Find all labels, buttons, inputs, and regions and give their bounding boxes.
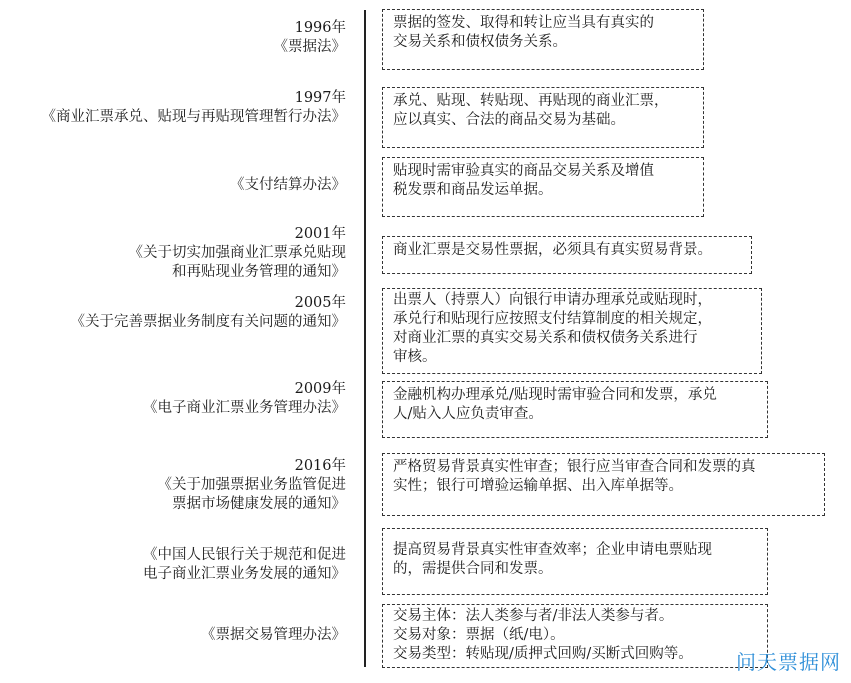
timeline-axis [364, 10, 366, 667]
description-line: 严格贸易背景真实性审查；银行应当审查合同和发票的真 [393, 459, 756, 475]
description-box-2005 [382, 288, 762, 374]
year-label: 1997年 [294, 90, 346, 106]
year-label: 2009年 [294, 381, 346, 397]
law-name: 《票据交易管理办法》 [201, 627, 346, 643]
description-line: 实性；银行可增验运输单据、出入库单据等。 [393, 478, 683, 494]
description-box-2001 [382, 236, 752, 274]
watermark-logo: 问天票据网 [736, 650, 841, 674]
description-line: 金融机构办理承兑/贴现时需审验合同和发票，承兑 [393, 387, 717, 403]
year-label: 2001年 [294, 226, 346, 242]
description-line: 审核。 [393, 349, 437, 365]
description-line: 票据的签发、取得和转让应当具有真实的 [393, 15, 654, 31]
year-label: 2016年 [294, 458, 346, 474]
description-box-1997 [382, 87, 704, 148]
left-label-2009 [143, 380, 346, 418]
description-line: 交易主体：法人类参与者/非法人类参与者。 [393, 608, 674, 624]
description-box-trading [382, 604, 768, 668]
description-box-payment [382, 157, 704, 217]
law-name: 《关于完善票据业务制度有关问题的通知》 [70, 314, 346, 330]
law-name: 《中国人民银行关于规范和促进 [143, 547, 346, 563]
left-label-2005 [71, 294, 347, 332]
description-line: 税发票和商品发运单据。 [393, 182, 553, 198]
law-name-line2: 和再贴现业务管理的通知》 [172, 264, 346, 280]
description-box-1996 [382, 9, 704, 70]
description-line: 交易对象：票据（纸/电）。 [393, 627, 565, 643]
description-box-2009 [382, 381, 768, 438]
description-line: 承兑、贴现、转贴现、再贴现的商业汇票， [393, 93, 669, 109]
law-name: 《票据法》 [273, 39, 346, 55]
description-line: 提高贸易背景真实性审查效率；企业申请电票贴现 [393, 542, 712, 558]
left-label-trading [201, 626, 346, 645]
left-label-1996 [274, 19, 347, 57]
law-name: 《关于加强票据业务监管促进 [157, 477, 346, 493]
description-line: 交易关系和债权债务关系。 [393, 34, 567, 50]
law-name-line2: 票据市场健康发展的通知》 [172, 496, 346, 512]
law-name: 《支付结算办法》 [230, 177, 346, 193]
description-line: 人/贴入人应负责审查。 [393, 406, 543, 422]
left-label-2001 [129, 225, 347, 282]
description-line: 交易类型：转贴现/质押式回购/买断式回购等。 [393, 646, 693, 662]
description-line: 的，需提供合同和发票。 [393, 561, 553, 577]
description-line: 贴现时需审验真实的商品交易关系及增值 [393, 163, 654, 179]
description-line: 对商业汇票的真实交易关系和债权债务关系进行 [393, 330, 698, 346]
left-label-payment [230, 176, 346, 195]
law-name-line2: 电子商业汇票业务发展的通知》 [143, 566, 346, 582]
description-line: 商业汇票是交易性票据，必须具有真实贸易背景。 [393, 242, 712, 258]
left-label-1997 [42, 89, 347, 127]
left-label-2016 [158, 457, 347, 514]
law-name: 《电子商业汇票业务管理办法》 [143, 400, 346, 416]
law-name: 《商业汇票承兑、贴现与再贴现管理暂行办法》 [41, 109, 346, 125]
year-label: 2005年 [294, 295, 346, 311]
description-line: 承兑行和贴现行应按照支付结算制度的相关规定， [393, 311, 712, 327]
description-box-2016 [382, 453, 825, 516]
description-line: 出票人（持票人）向银行申请办理承兑或贴现时， [393, 292, 712, 308]
law-name: 《关于切实加强商业汇票承兑贴现 [128, 245, 346, 261]
year-label: 1996年 [294, 20, 346, 36]
description-line: 应以真实、合法的商品交易为基础。 [393, 112, 625, 128]
description-box-pboc [382, 528, 768, 595]
left-label-pboc [143, 546, 346, 584]
